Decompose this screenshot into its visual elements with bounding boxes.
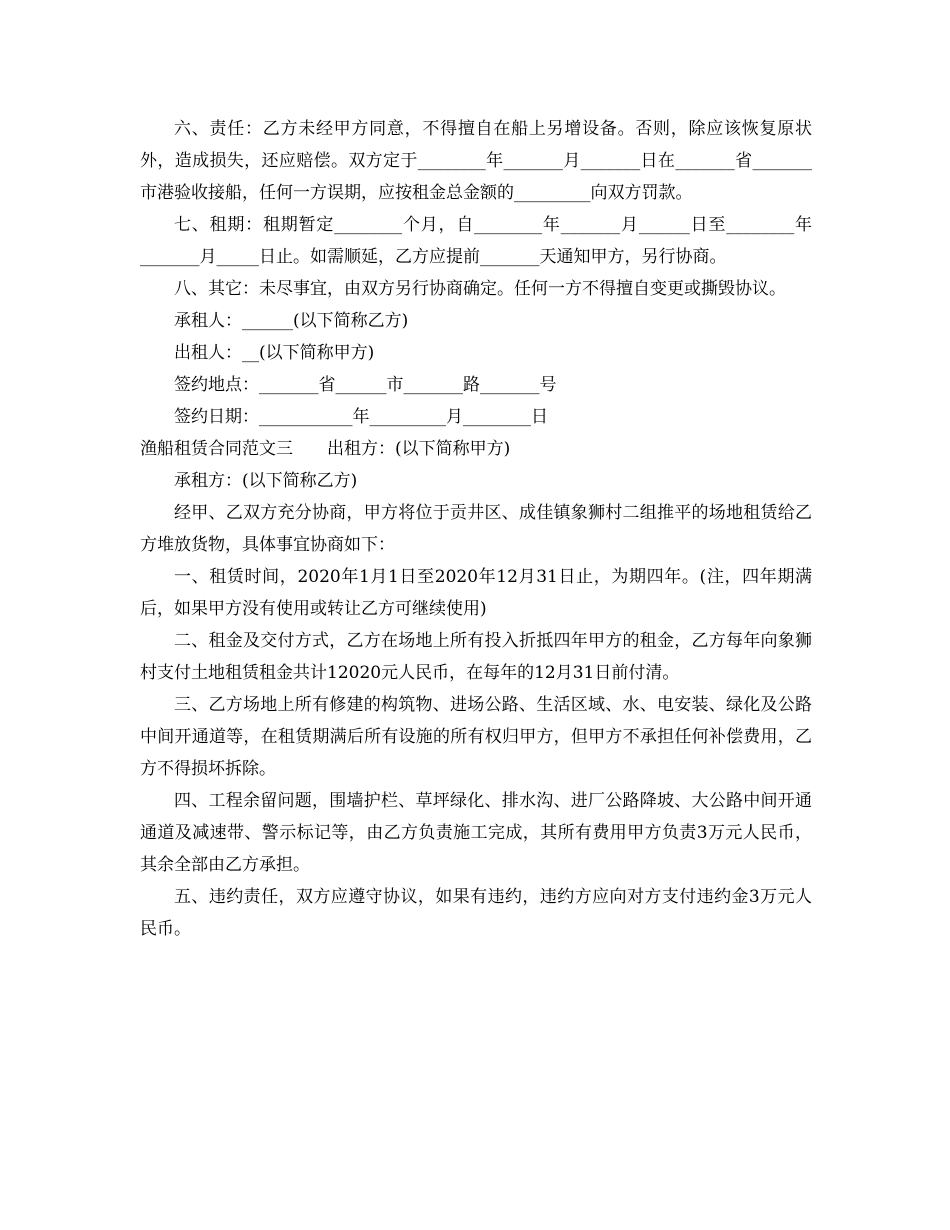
signing-place-field: 签约地点：_______省______市_______路_______号: [174, 375, 557, 395]
document-body: [140, 113, 812, 945]
contract-three-heading: 渔船租赁合同范文三 出租方：(以下简称甲方): [140, 439, 511, 459]
clause-rent-payment: 二、租金及交付方式，乙方在场地上所有投入折抵四年甲方的租金，乙方每年向象狮村支付土地租赁租金共计12020元人民币，在每年的12月31日前付清。: [140, 631, 812, 683]
clause-other: 八、其它：未尽事宜，由双方另行协商确定。任何一方不得擅自变更或撕毁协议。: [174, 279, 786, 299]
clause-breach: 五、违约责任，双方应遵守协议，如果有违约，违约方应向对方支付违约金3万元人民币。: [140, 887, 812, 939]
signing-date-field: 签约日期：___________年_________月________日: [174, 407, 548, 427]
tenant-party-field: 承租方：(以下简称乙方): [174, 471, 358, 491]
lessor-field: 出租人：__(以下简称甲方): [174, 343, 375, 363]
lessee-field: 承租人：______(以下简称乙方): [174, 311, 409, 331]
preamble-paragraph: 经甲、乙双方充分协商，甲方将位于贡井区、成佳镇象狮村二组推平的场地租赁给乙方堆放货物，具体事宜协商如下：: [140, 503, 812, 555]
clause-lease-term: 七、租期：租期暂定________个月，自________年_______月______日至________年_______月_____日止。如需顺延，乙方应提前_______天通知甲方，另行协商。: [140, 215, 812, 267]
clause-structures: 三、乙方场地上所有修建的构筑物、进场公路、生活区域、水、电安装、绿化及公路中间开通道等，在租赁期满后所有设施的所有权归甲方，但甲方不承担任何补偿费用，乙方不得损坏拆除。: [140, 695, 812, 779]
clause-lease-time: 一、租赁时间，2020年1月1日至2020年12月31日止，为期四年。(注，四年期满后，如果甲方没有使用或转让乙方可继续使用): [140, 567, 812, 619]
clause-responsibility: 六、责任：乙方未经甲方同意，不得擅自在船上另增设备。否则，除应该恢复原状外，造成损失，还应赔偿。双方定于________年_______月_______日在_______省_______市港验收接船，任何一方误期，应按租金总金额的_________向双方罚款。: [140, 119, 812, 203]
clause-remaining-works: 四、工程余留问题，围墙护栏、草坪绿化、排水沟、进厂公路降坡、大公路中间开通通道及减速带、警示标记等，由乙方负责施工完成，其所有费用甲方负责3万元人民币，其余全部由乙方承担。: [140, 791, 812, 875]
